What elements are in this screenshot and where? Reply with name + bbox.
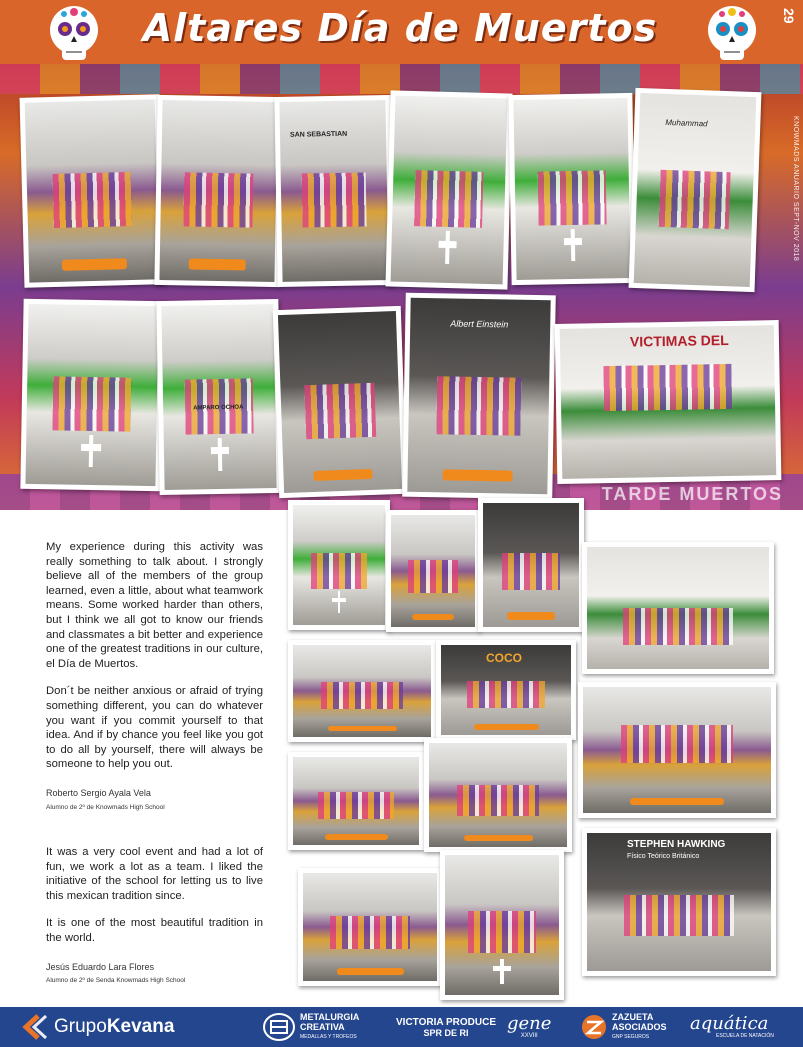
altar-sign: STEPHEN HAWKING [627,839,726,850]
victoria-produce-logo [396,1007,496,1047]
altar-sign: SAN SEBASTIAN [289,130,348,139]
page-title: Altares Día de Muertos [142,6,658,50]
testimonial-paragraph: My experience during this activity was really something to talk about. I strongly believe all of the members of the group learned, even a little, about what teamwork means. Some worked harder than others, but I think we all got to know our friends and classmates a bit better and experience one of the greatest traditions in our culture, el Día de Muertos. [46,541,263,670]
aquatica-name: aquática [690,1013,769,1034]
altar-photo [288,500,390,630]
zazueta-line1: ZAZUETA [612,1012,654,1022]
altar-photo [386,510,480,632]
altar-photo [424,738,572,852]
altar-sign: COCO [486,651,522,665]
altar-photo [555,320,782,484]
banner-bottom-text: TARDE MUERTOS [601,484,783,504]
victoria-line2: SPR DE RI [423,1027,469,1038]
altar-sign: Físico Teórico Británico [627,853,700,860]
kevana-mark-icon [20,1013,48,1041]
metalurgia-line1: METALURGIA [300,1012,360,1022]
testimonial-paragraph: Don´t be neither anxious or afraid of trying something different, you can do whatever you want if you commit yourself to that idea. And if by chance you feel like you got to do all by yourself, there will always be someone to help you out. [46,685,263,771]
gene-logo [507,1007,551,1047]
zazueta-mark-icon [580,1013,608,1041]
altar-sign: Muhammad [665,117,708,129]
kevana-suffix: Kevana [106,1016,175,1037]
victoria-line1: VICTORIA PRODUCE [396,1016,497,1028]
altar-photo [582,828,776,976]
testimonial-paragraph: It is one of the most beautiful tradition in the world. [46,917,263,945]
testimonial-author-role: Alumno de 2º de Knowmads High School [46,803,165,811]
altar-photo [20,299,163,491]
testimonial [46,845,263,989]
testimonial [46,540,263,815]
testimonial-author: Roberto Sergio Ayala Vela [46,787,151,798]
altar-sign: VICTIMAS DEL [629,331,729,350]
altar-photo [385,90,512,289]
altar-photo [20,94,165,288]
altar-photo [582,542,774,674]
altar-sign: AMPARO OCHOA [193,404,244,412]
altar-photo [436,640,576,740]
altar-photo [508,93,635,285]
page-number: 29 [781,8,797,24]
gene-sub: XXVIII [520,1033,538,1039]
zazueta-logo [580,1007,667,1047]
altar-photo [578,682,776,818]
zazueta-tagline: GNP SEGUROS [612,1034,650,1040]
gene-name: gene [507,1013,552,1034]
altars-photo-collage [0,64,803,510]
metalurgia-logo [262,1007,359,1047]
testimonial-author-role: Alumno de 2º de Senda Knowmads High School [46,977,186,985]
left-sugar-skull-icon [42,2,106,64]
altar-photo [288,640,436,742]
testimonial-paragraph: It was a very cool event and had a lot of fun, we work a lot as a team. I liked the initiative of the school for letting us to live this mexican tradition since. [46,846,263,902]
altar-photo [288,752,424,850]
page-header [0,0,803,64]
altar-photo [154,95,282,287]
altar-photo [440,850,564,1000]
testimonial-author: Jesús Eduardo Lara Flores [46,961,155,972]
testimonials-column [46,540,263,989]
altar-sign: Albert Einstein [450,318,509,330]
altar-photo [298,868,442,986]
altar-photo [156,299,281,495]
altar-photo [478,498,584,632]
altar-photo [629,88,762,292]
metalurgia-line2: CREATIVA [300,1022,345,1032]
zazueta-line2: ASOCIADOS [612,1022,667,1032]
right-sugar-skull-icon [700,2,764,64]
altar-photo [273,306,407,498]
metalurgia-tagline: MEDALLAS Y TROFEOS [300,1034,357,1040]
altar-photo [402,293,556,500]
sponsors-footer [0,1007,803,1047]
aquatica-logo [690,1007,774,1047]
vertical-caption: KNOWMADS ANUARIO SEPT-NOV 2018 [792,116,799,262]
metalurgia-mark-icon [262,1012,296,1042]
kevana-prefix: Grupo [54,1016,107,1037]
altar-photo [274,95,393,287]
aquatica-tagline: ESCUELA DE NATACIÓN [716,1033,774,1039]
grupo-kevana-logo [20,1007,174,1047]
